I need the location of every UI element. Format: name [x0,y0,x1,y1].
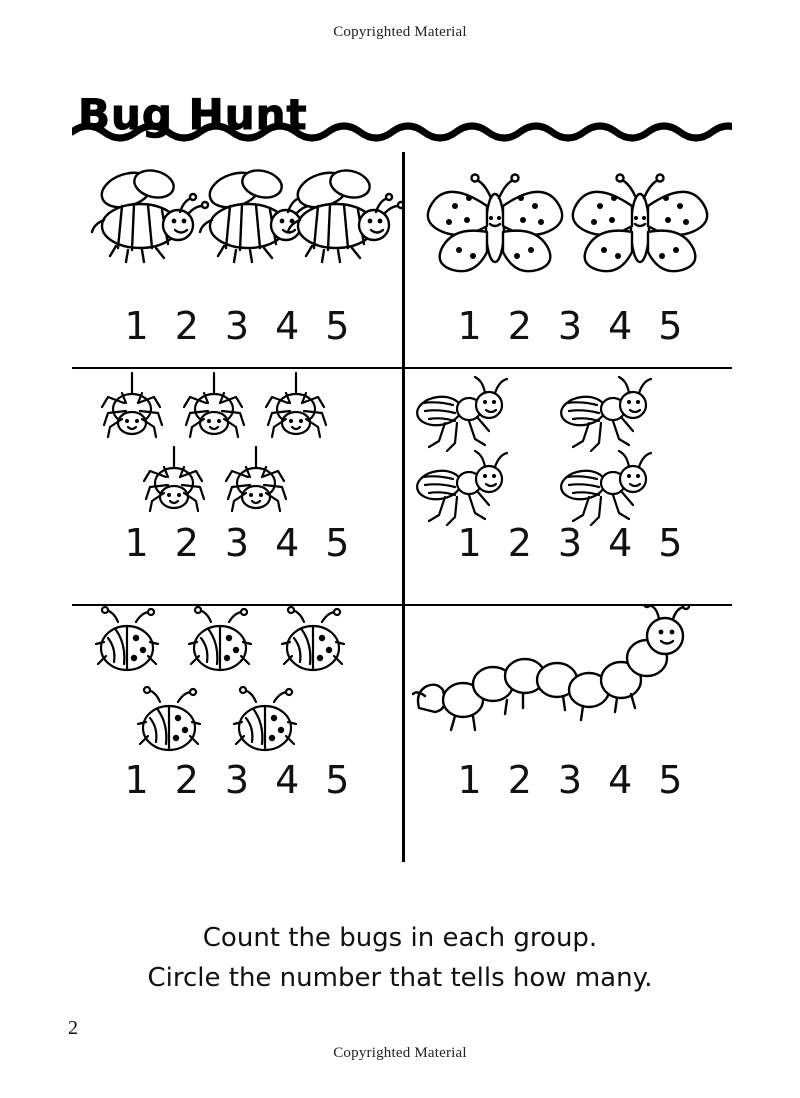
number-option-3[interactable]: 3 [557,304,583,348]
instructions [0,918,800,998]
number-option-3[interactable]: 3 [224,521,250,565]
wavy-divider [72,120,732,142]
number-option-4[interactable]: 4 [275,304,300,348]
number-option-2[interactable]: 2 [174,758,199,802]
bug-group-spider [72,369,402,606]
number-choices-butterfly[interactable] [405,304,735,348]
number-option-2[interactable]: 2 [507,304,532,348]
number-choices-ant[interactable] [405,521,735,565]
instruction-line-2: Circle the number that tells how many. [147,963,653,993]
number-option-1[interactable]: 1 [457,521,482,565]
number-option-1[interactable]: 1 [124,758,149,802]
spider-illustration-group [72,369,402,529]
copyright-notice-top: Copyrighted Material [333,24,467,40]
number-option-1[interactable]: 1 [457,304,482,348]
number-option-4[interactable]: 4 [608,304,633,348]
number-choices-ladybug[interactable] [72,758,402,802]
bug-groups-grid [72,152,732,862]
page-title: Bug Hunt [78,90,308,140]
number-option-4[interactable]: 4 [608,521,633,565]
number-option-4[interactable]: 4 [275,758,300,802]
number-choices-caterpillar[interactable] [405,758,735,802]
number-option-1[interactable]: 1 [124,304,149,348]
number-option-5[interactable]: 5 [325,758,350,802]
caterpillar-illustration-group [405,606,735,766]
number-option-2[interactable]: 2 [174,304,199,348]
bee-illustration-group [72,152,402,312]
number-option-2[interactable]: 2 [174,521,199,565]
number-option-3[interactable]: 3 [224,758,250,802]
number-option-5[interactable]: 5 [658,758,683,802]
number-option-1[interactable]: 1 [124,521,149,565]
number-option-2[interactable]: 2 [507,521,532,565]
instruction-line-1: Count the bugs in each group. [202,923,598,953]
number-option-2[interactable]: 2 [507,758,532,802]
bug-group-caterpillar [405,606,735,843]
number-option-4[interactable]: 4 [275,521,300,565]
ant-illustration-group [405,369,735,529]
number-choices-bee[interactable] [72,304,402,348]
number-option-5[interactable]: 5 [658,304,683,348]
bug-group-ant [405,369,735,606]
number-option-1[interactable]: 1 [457,758,482,802]
bug-group-bee [72,152,402,389]
number-option-4[interactable]: 4 [608,758,633,802]
number-option-5[interactable]: 5 [325,521,350,565]
ladybug-illustration-group [72,606,402,766]
butterfly-illustration-group [405,152,735,312]
bug-group-butterfly [405,152,735,389]
number-option-3[interactable]: 3 [557,521,583,565]
page-number: 2 [68,1017,78,1039]
copyright-notice-bottom: Copyrighted Material [333,1045,467,1061]
number-option-5[interactable]: 5 [658,521,683,565]
number-option-5[interactable]: 5 [325,304,350,348]
number-option-3[interactable]: 3 [224,304,250,348]
bug-group-ladybug [72,606,402,843]
number-choices-spider[interactable] [72,521,402,565]
number-option-3[interactable]: 3 [557,758,583,802]
